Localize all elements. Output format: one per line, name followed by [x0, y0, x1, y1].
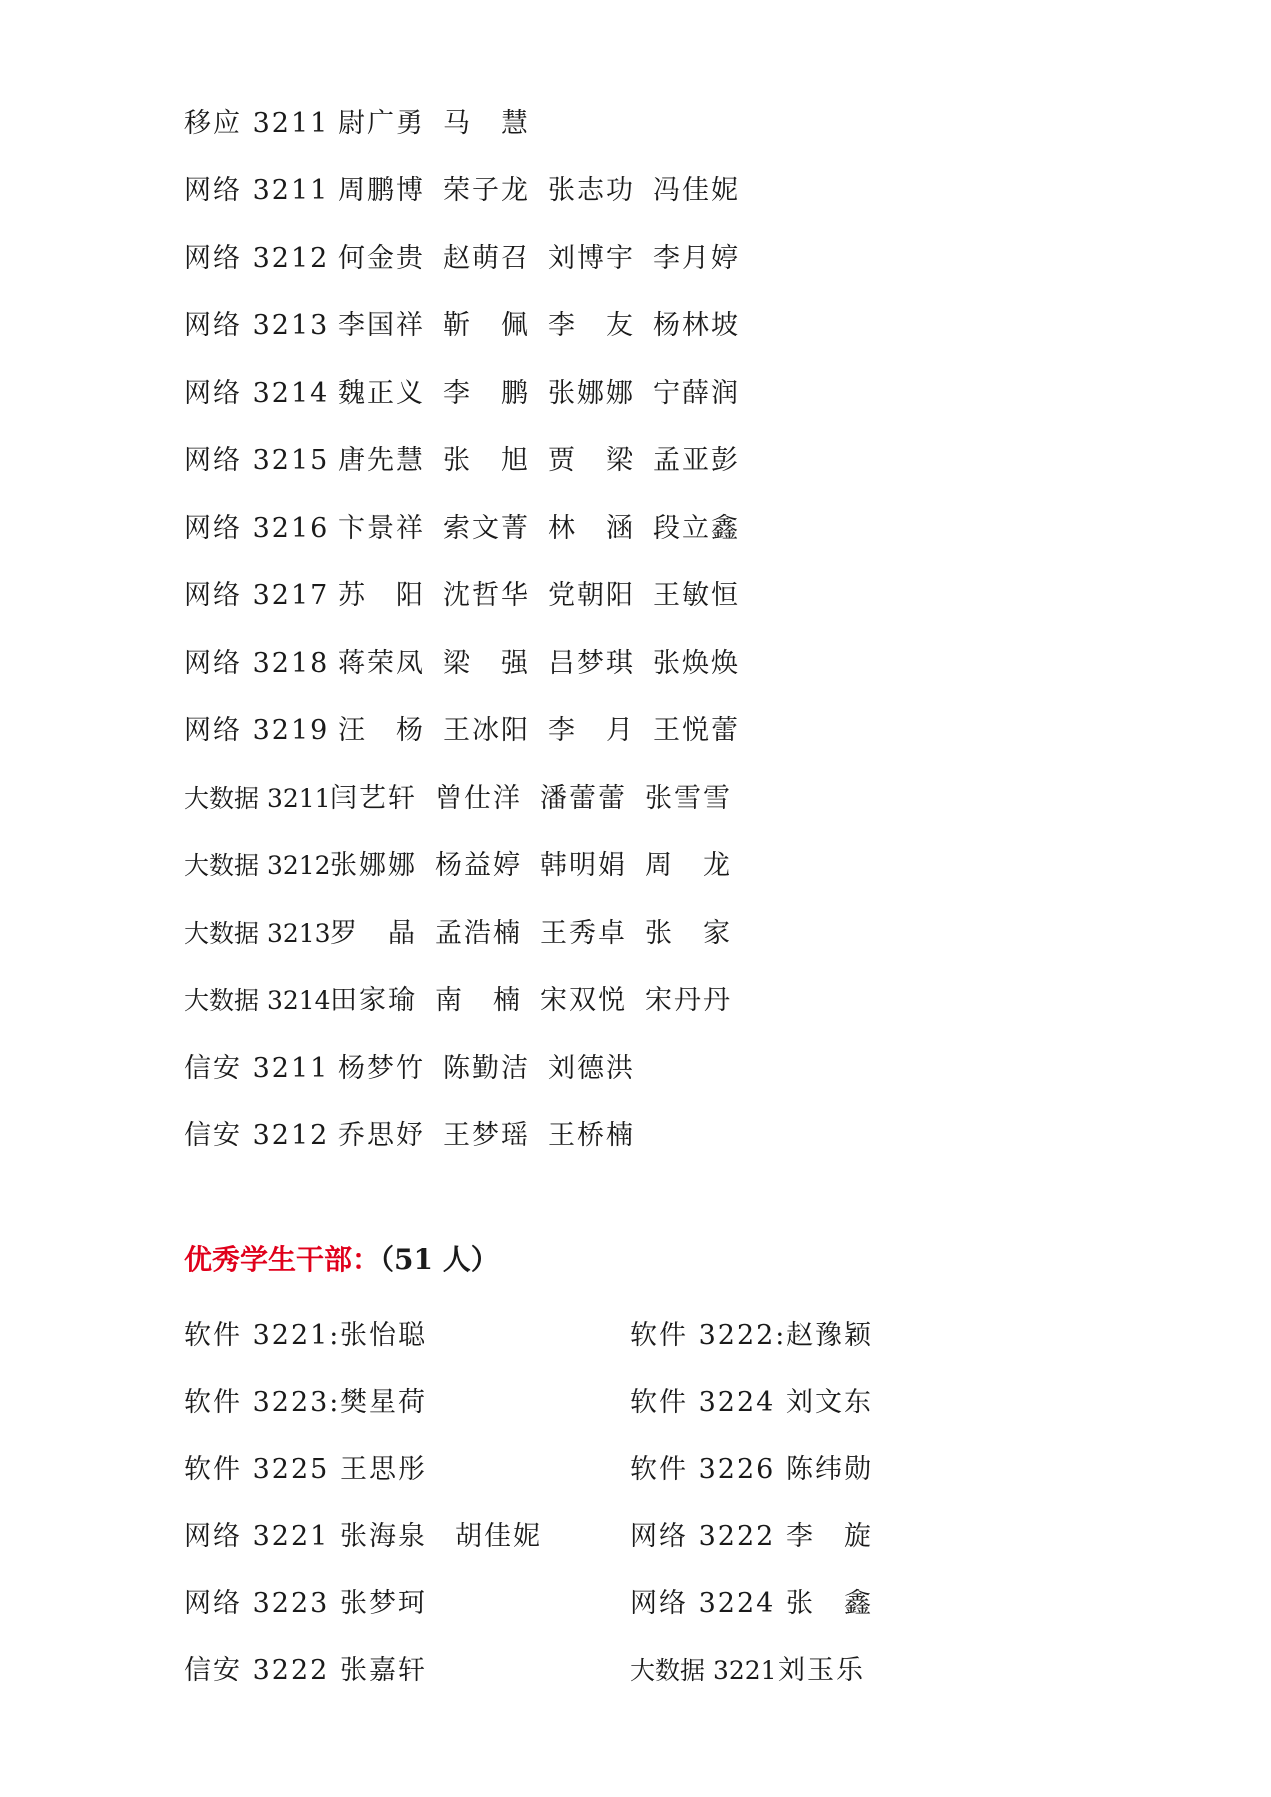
student-name: 张娜娜: [330, 850, 417, 881]
student-name: 闫艺轩: [330, 783, 417, 814]
student-name: 李国祥: [338, 310, 425, 341]
list-item: [630, 1517, 901, 1557]
list-item: [184, 1584, 455, 1624]
student-name: 尉广勇: [338, 108, 425, 139]
student-name: 魏正义: [338, 378, 425, 409]
list-item: [184, 1316, 455, 1356]
section-title: 优秀学生干部：: [184, 1243, 381, 1276]
list-item: [184, 171, 758, 211]
class-label: 移应 3211: [184, 108, 330, 139]
list-item: [184, 981, 750, 1021]
class-label: 大数据 3212: [184, 851, 331, 880]
student-name: 蒋荣凤: [338, 648, 425, 679]
class-label: 软件 3225: [184, 1454, 330, 1485]
list-item: [630, 1450, 901, 1490]
list-item: [184, 914, 750, 954]
section-count: （51 人）: [380, 1243, 499, 1276]
student-name: 宋双悦: [540, 985, 627, 1016]
class-label: 软件 3226: [630, 1454, 776, 1485]
student-name: 韩明娟: [540, 850, 627, 881]
class-label: 网络 3222: [630, 1521, 776, 1552]
class-label: 网络 3223: [184, 1588, 330, 1619]
student-name: 刘文东: [786, 1387, 873, 1418]
list-item: [184, 104, 548, 144]
student-name: 靳 佩: [443, 310, 530, 341]
class-label: 软件 3222:: [630, 1320, 787, 1351]
student-name: 荣子龙: [443, 175, 530, 206]
student-name: 李 月: [548, 715, 635, 746]
section-heading: [184, 1238, 499, 1282]
list-item: [184, 1049, 653, 1089]
student-name: 南 楠: [435, 985, 522, 1016]
student-name: 张焕焕: [653, 648, 740, 679]
student-name: 马 慧: [443, 108, 530, 139]
student-name: 乔思妤: [338, 1120, 425, 1151]
student-name: 梁 强: [443, 648, 530, 679]
student-name: 唐先慧: [338, 445, 425, 476]
student-name: 党朝阳: [548, 580, 635, 611]
list-item: [184, 846, 750, 886]
student-name: 王秀卓: [540, 918, 627, 949]
student-name: 沈哲华: [443, 580, 530, 611]
class-label: 大数据 3221: [630, 1656, 777, 1685]
class-label: 网络 3219: [184, 715, 330, 746]
student-name: 周 龙: [645, 850, 732, 881]
list-item: [184, 239, 758, 279]
class-label: 信安 3212: [184, 1120, 330, 1151]
list-item: [184, 711, 758, 751]
student-name: 樊星荷: [340, 1387, 427, 1418]
class-label: 网络 3224: [630, 1588, 776, 1619]
list-item: [184, 509, 758, 549]
student-name: 潘蕾蕾: [540, 783, 627, 814]
list-item: [184, 576, 758, 616]
student-name: 刘德洪: [548, 1053, 635, 1084]
student-name: 苏 阳: [338, 580, 425, 611]
student-name: 李 鹏: [443, 378, 530, 409]
student-name: 周鹏博: [338, 175, 425, 206]
list-item: [184, 306, 758, 346]
class-label: 网络 3213: [184, 310, 330, 341]
student-name: 卞景祥: [338, 513, 425, 544]
list-item: [630, 1651, 893, 1691]
student-name: 田家瑜: [330, 985, 417, 1016]
class-label: 网络 3217: [184, 580, 330, 611]
student-name: 王敏恒: [653, 580, 740, 611]
student-name: 陈纬勋: [786, 1454, 873, 1485]
student-name: 刘玉乐: [778, 1655, 865, 1686]
student-name: 汪 杨: [338, 715, 425, 746]
class-label: 网络 3221: [184, 1521, 330, 1552]
student-name: 罗 晶: [330, 918, 417, 949]
class-label: 信安 3211: [184, 1053, 330, 1084]
student-name: 赵萌召: [443, 243, 530, 274]
student-name: 张 旭: [443, 445, 530, 476]
class-label: 网络 3211: [184, 175, 330, 206]
class-label: 网络 3212: [184, 243, 330, 274]
student-name: 段立鑫: [653, 513, 740, 544]
class-label: 大数据 3214: [184, 986, 331, 1015]
list-item: [630, 1316, 901, 1356]
student-name: 李 友: [548, 310, 635, 341]
student-name: 何金贵: [338, 243, 425, 274]
class-label: 网络 3218: [184, 648, 330, 679]
student-name: 张 家: [645, 918, 732, 949]
student-name: 刘博宇: [548, 243, 635, 274]
student-name: 宋丹丹: [645, 985, 732, 1016]
student-name: 王梦瑶: [443, 1120, 530, 1151]
student-name: 贾 梁: [548, 445, 635, 476]
student-name: 王桥楠: [548, 1120, 635, 1151]
student-name: 孟浩楠: [435, 918, 522, 949]
list-item: [184, 779, 750, 819]
list-item: [184, 1450, 455, 1490]
list-item: [184, 1517, 570, 1557]
student-name: 张海泉: [340, 1521, 427, 1552]
list-item: [184, 1651, 455, 1691]
student-name: 张雪雪: [645, 783, 732, 814]
class-label: 网络 3216: [184, 513, 330, 544]
class-label: 网络 3215: [184, 445, 330, 476]
student-name: 孟亚彭: [653, 445, 740, 476]
list-item: [630, 1584, 901, 1624]
list-item: [184, 441, 758, 481]
student-name: 杨益婷: [435, 850, 522, 881]
list-item: [184, 644, 758, 684]
student-name: 王悦蕾: [653, 715, 740, 746]
student-name: 冯佳妮: [653, 175, 740, 206]
student-name: 吕梦琪: [548, 648, 635, 679]
student-name: 张娜娜: [548, 378, 635, 409]
student-name: 曾仕洋: [435, 783, 522, 814]
student-name: 杨林坡: [653, 310, 740, 341]
student-name: 赵豫颖: [786, 1320, 873, 1351]
class-label: 软件 3223:: [184, 1387, 341, 1418]
list-item: [184, 1383, 455, 1423]
student-name: 张志功: [548, 175, 635, 206]
class-label: 大数据 3213: [184, 919, 331, 948]
student-name: 胡佳妮: [455, 1521, 542, 1552]
class-label: 网络 3214: [184, 378, 330, 409]
student-name: 张 鑫: [786, 1588, 873, 1619]
list-item: [184, 374, 758, 414]
student-name: 李月婷: [653, 243, 740, 274]
student-name: 张梦珂: [340, 1588, 427, 1619]
student-name: 索文菁: [443, 513, 530, 544]
class-label: 大数据 3211: [184, 784, 331, 813]
class-label: 软件 3221:: [184, 1320, 341, 1351]
student-name: 张怡聪: [340, 1320, 427, 1351]
student-name: 王思彤: [340, 1454, 427, 1485]
student-name: 陈勤洁: [443, 1053, 530, 1084]
class-label: 软件 3224: [630, 1387, 776, 1418]
student-name: 宁薛润: [653, 378, 740, 409]
student-name: 王冰阳: [443, 715, 530, 746]
student-name: 李 旋: [786, 1521, 873, 1552]
list-item: [630, 1383, 901, 1423]
student-name: 张嘉轩: [340, 1655, 427, 1686]
student-name: 林 涵: [548, 513, 635, 544]
student-name: 杨梦竹: [338, 1053, 425, 1084]
list-item: [184, 1116, 653, 1156]
class-label: 信安 3222: [184, 1655, 330, 1686]
